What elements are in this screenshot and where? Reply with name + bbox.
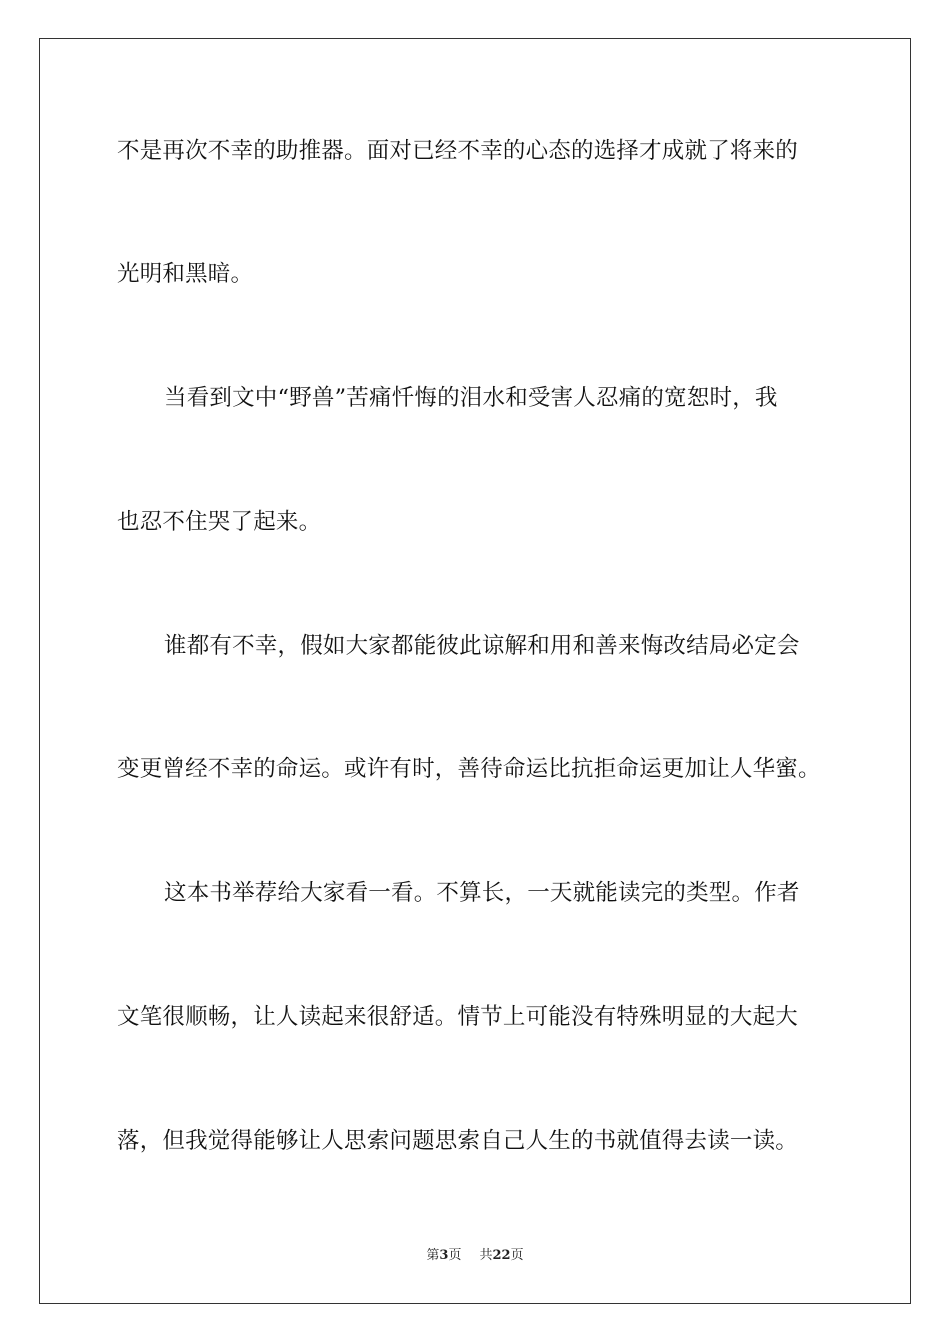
body-text-line-6: 变更曾经不幸的命运。或许有时，善待命运比抗拒命运更加让人华蜜。 bbox=[117, 756, 821, 782]
page-border bbox=[39, 38, 911, 1304]
body-text-line-3: 当看到文中“野兽”苦痛忏悔的泪水和受害人忍痛的宽恕时，我 bbox=[164, 385, 778, 411]
page-number: 3 bbox=[439, 1248, 449, 1263]
body-text-line-9: 落，但我觉得能够让人思索问题思索自己人生的书就值得去读一读。 bbox=[117, 1128, 799, 1154]
body-text-line-1: 不是再次不幸的助推器。面对已经不幸的心态的选择才成就了将来的 bbox=[117, 138, 799, 164]
page-prefix: 第 bbox=[426, 1248, 440, 1263]
body-text-line-7: 这本书举荐给大家看一看。不算长，一天就能读完的类型。作者 bbox=[164, 880, 800, 906]
total-suffix: 页 bbox=[510, 1248, 524, 1263]
total-pages: 22 bbox=[492, 1248, 511, 1263]
body-text-line-8: 文笔很顺畅，让人读起来很舒适。情节上可能没有特殊明显的大起大 bbox=[117, 1004, 799, 1030]
page-footer bbox=[0, 1247, 950, 1265]
body-text-line-2: 光明和黑暗。 bbox=[117, 261, 254, 287]
page-suffix: 页 bbox=[448, 1248, 462, 1263]
body-text-line-5: 谁都有不幸，假如大家都能彼此谅解和用和善来悔改结局必定会 bbox=[164, 633, 800, 659]
body-text-line-4: 也忍不住哭了起来。 bbox=[117, 509, 322, 535]
total-prefix: 共 bbox=[479, 1248, 493, 1263]
